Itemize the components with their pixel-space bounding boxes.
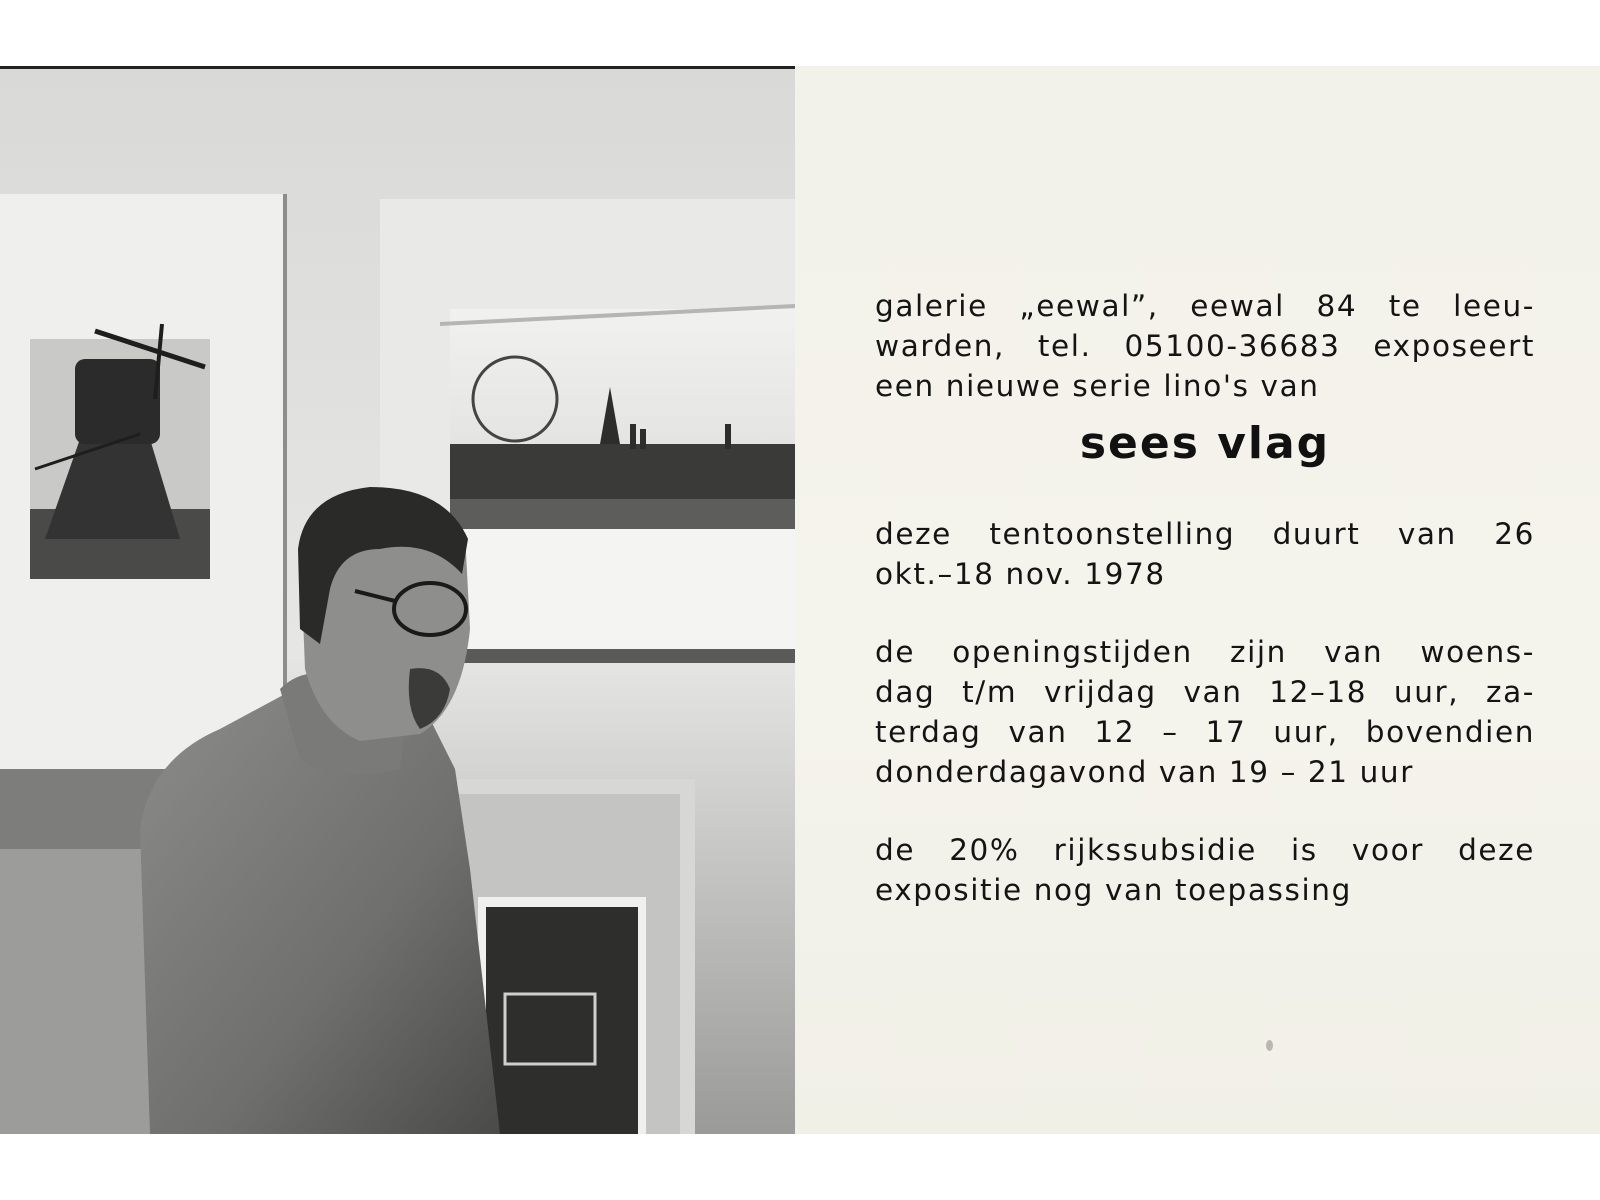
intro-line: galerie „eewal”, eewal 84 te leeu-: [875, 289, 1535, 323]
duration-line: okt.–18 nov. 1978: [875, 557, 1166, 591]
artist-name: sees vlag: [1079, 418, 1331, 469]
duration-paragraph: [875, 514, 1535, 594]
hours-line: terdag van 12 – 17 uur, bovendien: [875, 715, 1535, 749]
paper-speck: [1266, 1040, 1273, 1051]
intro-line: warden, tel. 05100-36683 exposeert: [875, 329, 1535, 363]
hours-line: donderdagavond van 19 – 21 uur: [875, 755, 1414, 789]
hours-line: dag t/m vrijdag van 12–18 uur, za-: [875, 675, 1535, 709]
artist-photograph: [0, 69, 795, 1134]
subsidy-line: expositie nog van toepassing: [875, 873, 1352, 907]
hours-line: de openingstijden zijn van woens-: [875, 635, 1535, 669]
subsidy-line: de 20% rijkssubsidie is voor deze: [875, 833, 1535, 867]
intro-line: een nieuwe serie lino's van: [875, 369, 1320, 403]
invitation-card: [0, 66, 1600, 1134]
subsidy-paragraph: [875, 830, 1535, 910]
duration-line: deze tentoonstelling duurt van 26: [875, 517, 1535, 551]
text-panel: [795, 66, 1600, 1134]
intro-paragraph: [875, 286, 1535, 406]
hours-paragraph: [875, 632, 1535, 792]
